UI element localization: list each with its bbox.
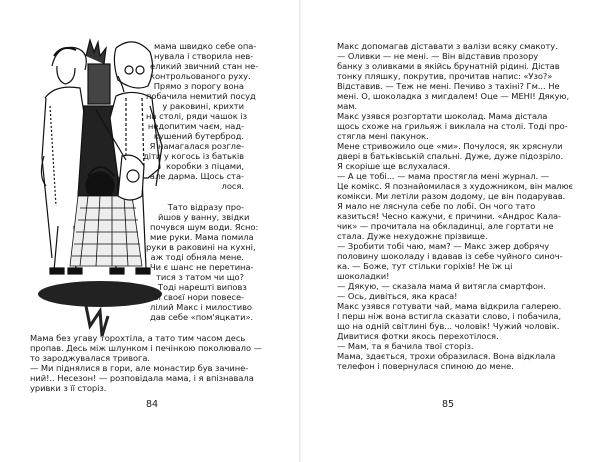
right-text-line: Дивитися фотки якось перехотілося. (337, 331, 499, 341)
right-text-line: чик» — прочитала на обкладинці, але гортати не (337, 221, 554, 231)
left-text-line: йшов у ванну, звідки (158, 212, 250, 222)
left-text-line: Прямо з порогу вона (153, 81, 244, 91)
page-number: 84 (145, 399, 159, 410)
left-text-line: контрольованого руху. (150, 71, 251, 81)
left-text-line: почувся шум води. Ясно: (150, 222, 259, 232)
left-text-line: руки в раковині на кухні, (146, 242, 256, 252)
right-text-line: — Ось, дивіться, яка краса! (337, 291, 458, 301)
left-text-line: Чи є шанс не перетина- (150, 262, 254, 272)
left-text-line: зі своєї нори повесе- (154, 292, 244, 302)
right-text-line: Макс допомагав діставати з валізи всяку смакоту. (337, 41, 558, 51)
left-text-line: на столі, ряди чашок із (146, 111, 247, 121)
left-text-line: Я намагалася розгле- (149, 141, 244, 151)
left-text-line: пропав. Десь між шлунком і печінкою поколювало — (30, 343, 262, 353)
left-text-line: у раковині, крихти (162, 101, 244, 111)
right-text-line: Відставив. — Теж не мені. Печиво з тахіні? Гм... Не (337, 81, 560, 91)
right-page (301, 0, 600, 462)
left-text-line: діти у когось із батьків (143, 151, 244, 161)
left-text-line: дав себе «пом'яцкати». (150, 312, 254, 322)
left-page (0, 0, 299, 462)
plaid-skirt (70, 196, 142, 266)
right-text-line: банку з оливками в якійсь брунатній рідині. Дістав (337, 61, 560, 71)
left-text-line: ний!.. Несезон! — розповідала мама, і я впізнавала (30, 373, 254, 383)
right-text-line: мам. (337, 101, 358, 111)
left-text-line: мама швидко себе опа- (154, 41, 257, 51)
left-text-line: Мама без угаву торохтіла, а тато тим часом десь (30, 333, 246, 343)
ground-shadow (38, 281, 162, 307)
right-text-line: комікси. Ми летіли разом додому, це він подарував. (337, 191, 566, 201)
left-text-line: лося. (221, 181, 244, 191)
right-text-line: Я мало не ляснула себе по лобі. Он чого тато (337, 201, 536, 211)
left-text-line: Тато відразу про- (167, 202, 244, 212)
right-text-line: двері в батьківській спальні. Дуже, дуже підозріло. (337, 151, 564, 161)
left-text-line: — Ми піднялися в гори, але монастир був зачине- (30, 363, 249, 373)
left-text-line: мие руки. Мама помила (150, 232, 254, 242)
right-text-line: телефон і повернулася спиною до мене. (337, 361, 514, 371)
right-text-line: Мене стривожило оце «ми». Почулося, як хряснули (337, 141, 563, 151)
right-text-line: Я скоріше ще вслухалася. (337, 161, 451, 171)
right-text-line: мені. О, шоколадка з мигдалем! Оце — МЕНІ! Дякую, (337, 91, 570, 101)
left-text-line: коробки з піцами, (166, 161, 244, 171)
left-text-line: то зароджувалася тривога. (30, 353, 151, 363)
right-text-line: стягла мені пакунок. (337, 131, 429, 141)
right-text-line: — Оливки — не мені. — Він відставив прозору (337, 51, 539, 61)
left-text-line: тися з татом чи що? (156, 272, 244, 282)
left-text-line: кушений бутерброд. (153, 131, 244, 141)
right-text-line: ка. — Боже, тут стільки горіхів! Не їж ці (337, 261, 513, 271)
right-text-line: шоколадки! (337, 271, 390, 281)
left-text-line: недопитим чаєм, над- (147, 121, 244, 131)
left-text-line: лілий Макс і милостиво (150, 302, 252, 312)
right-text-line: щось схоже на грильяж і виклала на столі. Тоді про- (337, 121, 568, 131)
right-text-line: — Дякую, — сказала мама й витягла смартфон. (337, 281, 546, 291)
left-text-line: уривки з її сторіз. (30, 383, 107, 393)
left-text-line: нувала і створила нев- (154, 51, 254, 61)
right-text-line: Мама, здається, трохи образилася. Вона відклала (337, 351, 556, 361)
page-number: 85 (441, 399, 455, 410)
right-text-line: Макс узявся готувати чай, мама відкрила галерею. (337, 301, 562, 311)
right-text-line: — Мам, та я бачила твої сторіз. (337, 341, 474, 351)
right-text-line: тонку пляшку, покрутив, прочитав напис: «Узо?» (337, 71, 553, 81)
right-text-line: що на одній світлині був... чоловік! Чужий чоловік. (337, 321, 560, 331)
left-text-line: Тоді нарешті виповз (158, 282, 247, 292)
right-text-line: стала. Дуже нехудожнє прізвище. (337, 231, 488, 241)
right-text-line: — А це тобі... — мама простягла мені журнал. — (337, 171, 549, 181)
right-text-line: Макс узявся розгортати шоколад. Мама дістала (337, 111, 548, 121)
right-text-line: І перш ніж вона встигла сказати слово, і побачила, (337, 311, 562, 321)
left-text-line: еликий звичний стан не- (150, 61, 259, 71)
right-text-line: половину шоколаду і вдавав із себе чуйного синоч- (337, 251, 563, 261)
right-text-line: Це комікс. Я познайомилася з художником, він малює (337, 181, 574, 191)
left-text-line: але дарма. Щось ста- (149, 171, 244, 181)
right-text-line: казиться! Чесно кажучи, є причини. «Андрос Кала- (337, 211, 562, 221)
left-text-line: побачила немитий посуд (146, 91, 256, 101)
left-text-line: аж тоді обняла мене. (150, 252, 244, 262)
right-text-line: — Зробити тобі чаю, мам? — Макс зжер добрячу (337, 241, 550, 251)
